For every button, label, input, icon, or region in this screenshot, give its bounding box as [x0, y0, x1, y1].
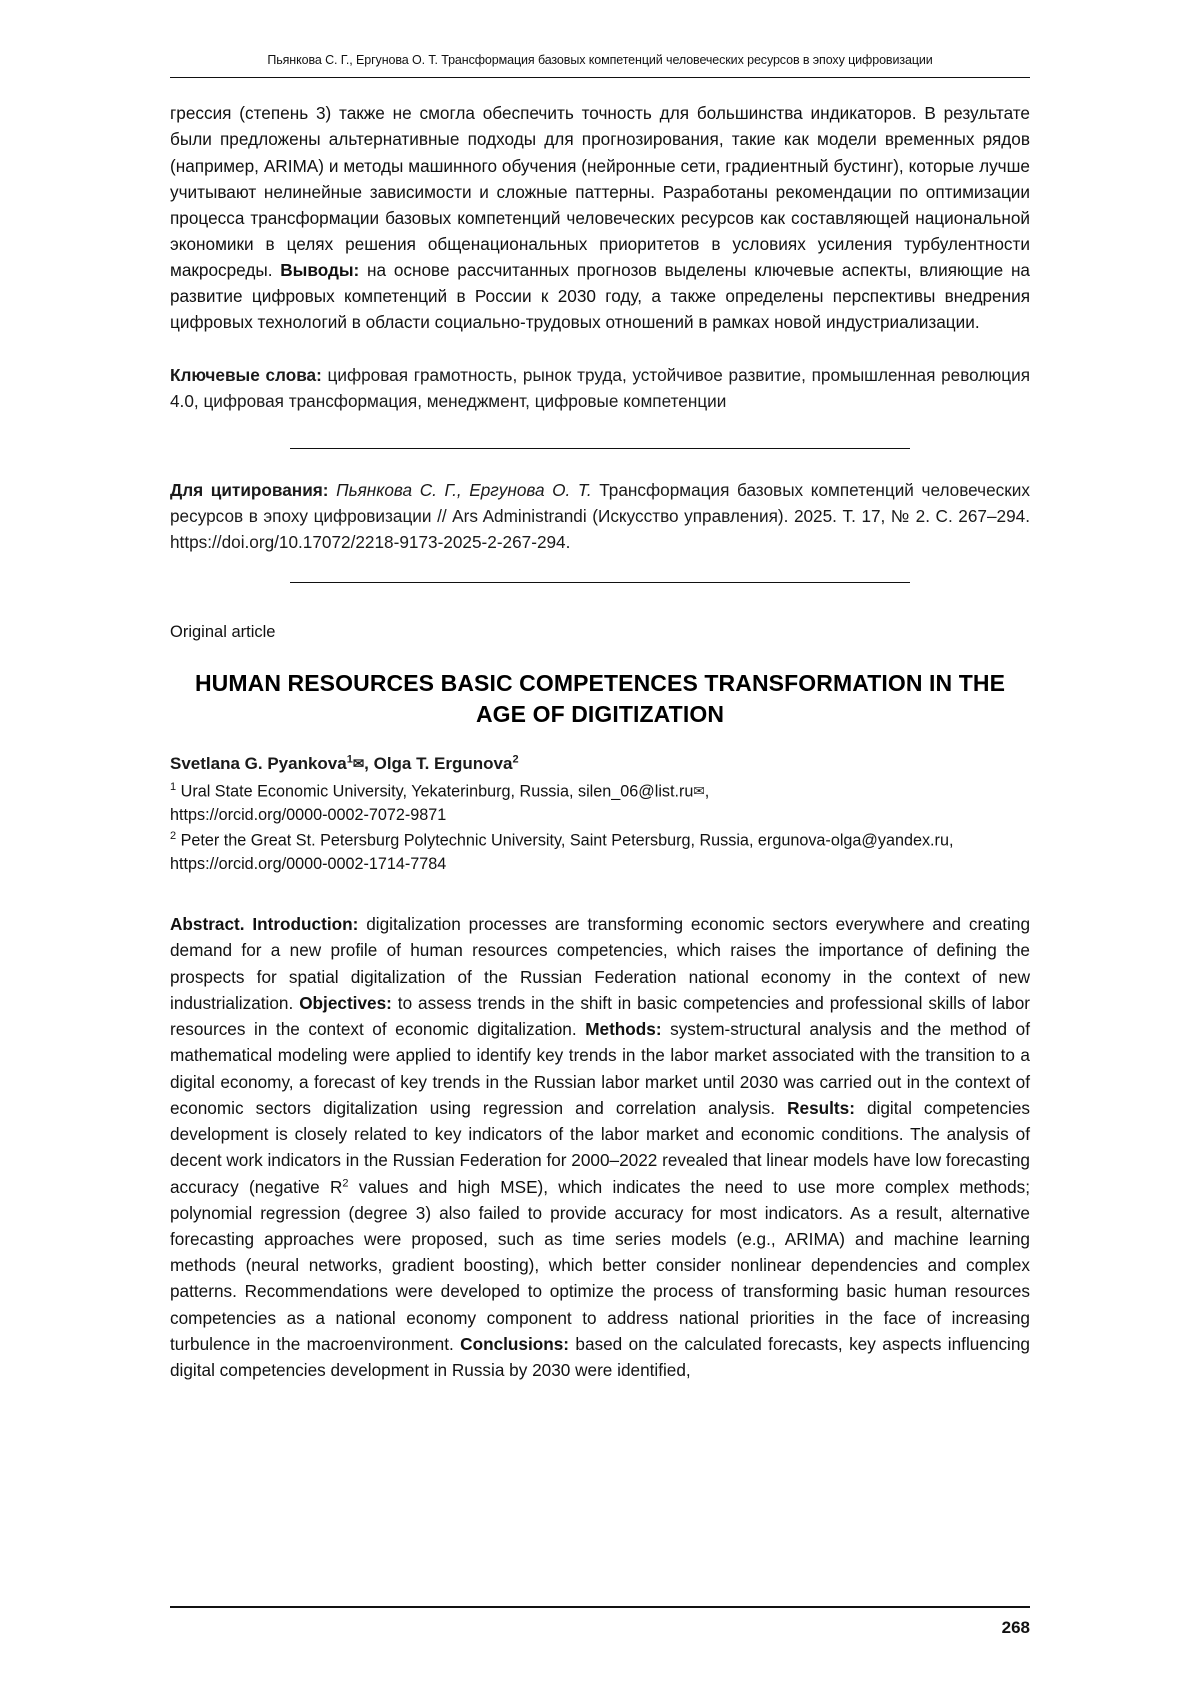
page-number: 268: [1001, 1618, 1030, 1637]
affiliation-2-text: Peter the Great St. Petersburg Polytechnic University, Saint Petersburg, Russia, ergunova-olga@yandex.ru,: [176, 831, 954, 850]
citation-label: Для цитирования:: [170, 480, 329, 501]
methods-text: system-structural analysis and the method of mathematical modeling were applied to identify key trends in the labor market associated with the transition to a digital economy, a forecast of key trends in the Russian labor market until 2030 was carried out in the context of economic sectors digitalization using regression and correlation analysis.: [170, 1019, 1030, 1118]
results-superscript: 2: [342, 1176, 349, 1189]
author-1-marker: 1: [346, 753, 353, 766]
objectives-text: to assess trends in the shift in basic competencies and professional skills of labor resources in the context of economic digitalization.: [170, 992, 1030, 1040]
introduction-text: digitalization processes are transforming economic sectors everywhere and creating demand for a new profile of human resources competencies, which raises the importance of defining the prospects for spatial digitalization of the Russian Federation national economy in the context of new industrialization.: [170, 914, 1031, 1013]
conclusions-label: Conclusions:: [460, 1333, 570, 1354]
methods-label: Methods:: [585, 1019, 662, 1040]
introduction-label: Introduction:: [252, 914, 359, 935]
author-2-marker: 2: [512, 753, 519, 766]
envelope-icon-affiliation: ✉: [693, 782, 705, 798]
envelope-icon: ✉: [352, 755, 365, 771]
keywords-block: [170, 362, 1030, 414]
affiliation-1-orcid[interactable]: https://orcid.org/0000-0002-7072-9871: [170, 805, 447, 824]
footer-divider: [170, 1606, 1030, 1608]
results-text-part1: digital competencies development is closely related to key indicators of the labor market and economic conditions. The analysis of decent work indicators in the Russian Federation for 2000–2022 revealed that linear models have low forecasting accuracy (negative R: [170, 1097, 1030, 1197]
page-footer: [170, 1606, 1030, 1638]
russian-abstract: [170, 100, 1030, 335]
citation-block: [170, 477, 1030, 555]
keywords-label: Ключевые слова:: [170, 364, 322, 385]
affiliation-2-orcid[interactable]: https://orcid.org/0000-0002-1714-7784: [170, 855, 447, 874]
affiliation-1: $^1$ Ural State Economic University, Yekaterinburg, Russia, silen_06@list.ru✉, https://orcid.org/0000-0002-7072-9871: [170, 780, 710, 824]
russian-conclusions-label: Выводы:: [280, 260, 360, 281]
english-abstract: [170, 911, 1030, 1383]
divider-top: [290, 448, 910, 449]
conclusions-text: based on the calculated forecasts, key aspects influencing digital competencies development in Russia by 2030 were identified,: [170, 1333, 1030, 1381]
divider-bottom: [290, 582, 910, 583]
author-2-name: Olga T. Ergunova: [373, 753, 513, 773]
affiliation-2: [170, 828, 1030, 877]
russian-abstract-text: грессия (степень 3) также не смогла обеспечить точность для большинства индикаторов. В результате были предложены альтернативные подходы для прогнозирования, такие как модели временных рядов (например, ARIMA) и методы машинного обучения (нейронные сети, градиентный бустинг), которые лучше учитывают нелинейные зависимости и сложные паттерны. Разработаны рекомендации по оптимизации процесса трансформации базовых компетенций человеческих ресурсов как составляющей национальной экономики в целях решения общенациональных приоритетов в условиях усиления турбулентности макросреды.: [170, 103, 1030, 281]
russian-conclusions-text: на основе рассчитанных прогнозов выделены ключевые аспекты, влияющие на развитие цифровых компетенций в России к 2030 году, а также определены перспективы внедрения цифровых технологий в области социально-трудовых отношений в рамках новой индустриализации.: [170, 260, 1030, 333]
running-head: Пьянкова С. Г., Ергунова О. Т. Трансформация базовых компетенций человеческих ресурсов в эпоху цифровизации: [170, 52, 1030, 78]
page-title: HUMAN RESOURCES BASIC COMPETENCES TRANSFORMATION IN THE AGE OF DIGITIZATION: [194, 669, 1006, 727]
citation-authors: Пьянкова С. Г., Ергунова О. Т.: [328, 480, 592, 501]
results-text-part2: values and high MSE), which indicates the need to use more complex methods; polynomial regression (degree 3) also failed to provide accuracy for most indicators. As a result, alternative forecasting approaches were proposed, such as time series models (e.g., ARIMA) and machine learning methods (neural networks, gradient boosting), which better consider nonlinear dependencies and complex patterns. Recommendations were developed to optimize the process of transforming basic human resources competencies as a national economy component to address national priorities in the face of increasing turbulence in the macroenvironment.: [170, 1176, 1030, 1354]
abstract-label: Abstract.: [170, 914, 245, 935]
author-1-name: Svetlana G. Pyankova: [170, 753, 347, 773]
affiliation-2-marker: 2: [170, 829, 177, 842]
citation-text: Трансформация базовых компетенций человеческих ресурсов в эпоху цифровизации // Ars Administrandi (Искусство управления). 2025. Т. 17, № 2. С. 267–294. https://doi.org/10.17072/2218-9173-2025-2-267-294.: [170, 480, 1030, 553]
original-article-label: Original article: [170, 622, 276, 641]
results-label: Results:: [787, 1097, 855, 1118]
affiliation-1-text: Ural State Economic University, Yekaterinburg, Russia, silen_06@list.ru: [176, 781, 694, 800]
affiliation-1-marker: 1: [170, 780, 177, 793]
authors-line: Svetlana G. Pyankova$^1$✉, Olga T. Ergunova$^2$: [170, 753, 519, 773]
keywords-text: цифровая грамотность, рынок труда, устойчивое развитие, промышленная революция 4.0, цифровая трансформация, менеджмент, цифровые компетенции: [170, 364, 1030, 411]
objectives-label: Objectives:: [299, 992, 392, 1013]
